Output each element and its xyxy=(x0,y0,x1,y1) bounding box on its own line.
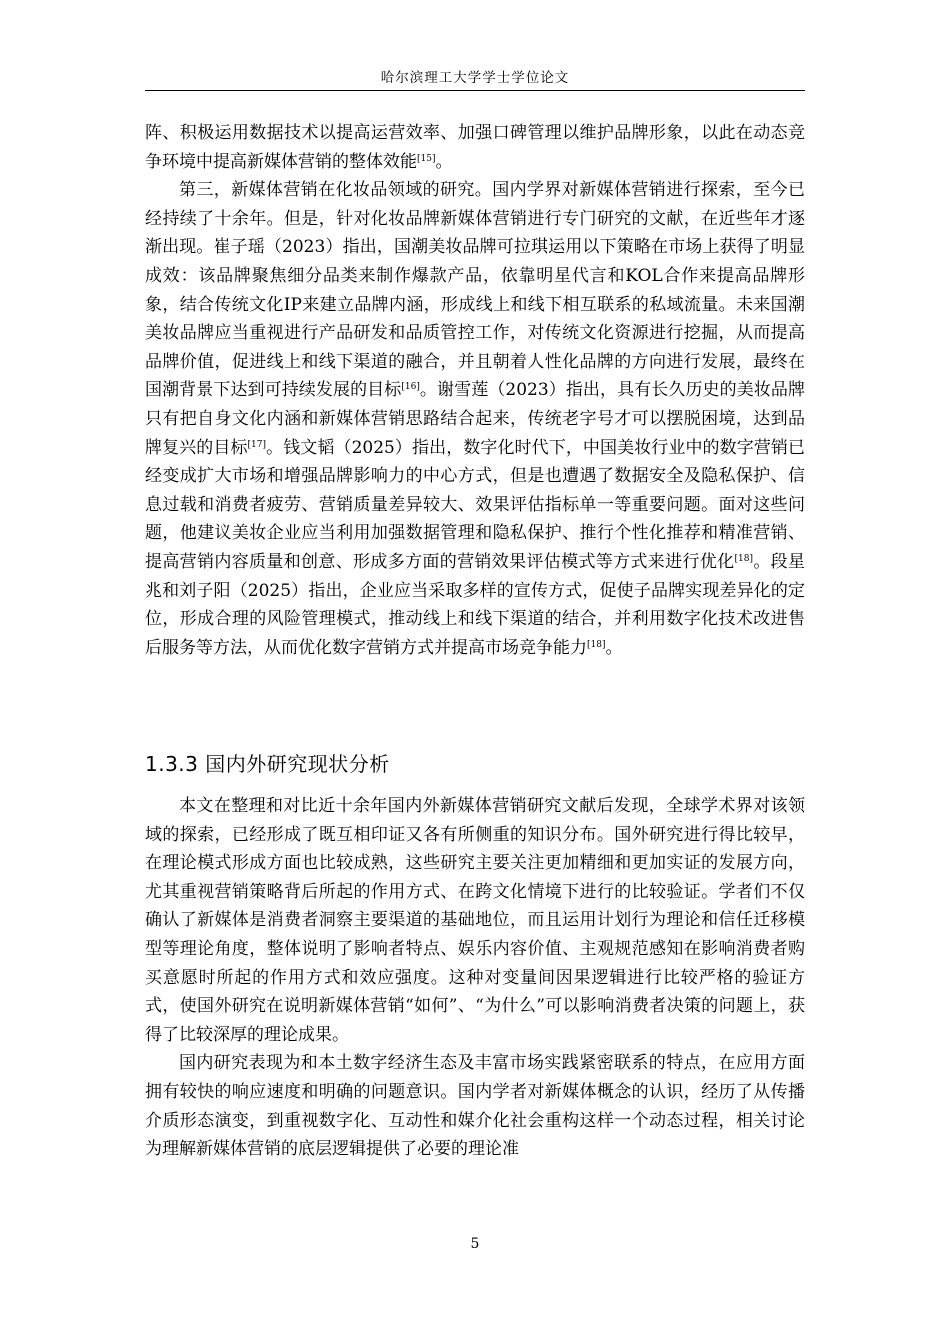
paragraph-segment: 。谢雪莲（2023）指出，具有长久历史的美妆品牌只有把自身文化内涵和新媒体营销思路结合起来，传统老字号才可以摆脱困境，达到品牌复兴的目标 xyxy=(145,380,806,458)
paragraph-domestic-research: 国内研究表现为和本土数字经济生态及丰富市场实践紧密联系的特点，在应用方面拥有较快的响应速度和明确的问题意识。国内学者对新媒体概念的认识，经历了从传播介质形态演变，到重视数字化、互动性和媒介化社会重构这样一个动态过程，相关讨论为理解新媒体营销的底层逻辑提供了必要的理论准 xyxy=(145,1053,805,1160)
paragraph-segment: 。 xyxy=(605,637,623,658)
paragraph-segment: 第三，新媒体营销在化妆品领域的研究。国内学界对新媒体营销进行探索，至今已经持续了十余年。但是，针对化妆品牌新媒体营销进行专门研究的文献，在近些年才逐渐出现。崔子瑶（2023）指出，国潮美妆品牌可拉琪运用以下策略在市场上获得了明显成效：该品牌聚焦细分品类来制作爆款产品，依靠明星代言和KOL合作来提高品牌形象，结合传统文化IP来建立品牌内涵，形成线上和线下相互联系的私域流量。未来国潮美妆品牌应当重视进行产品研发和品质管控工作，对传统文化资源进行挖掘，从而提高品牌价值，促进线上和线下渠道的融合，并且朝着人性化品牌的方向进行发展，最终在国潮背景下达到可持续发展的目标 xyxy=(145,180,805,401)
body-text-section xyxy=(145,792,805,1164)
header-rule xyxy=(145,90,805,91)
body-text-top xyxy=(145,119,805,662)
paragraph-segment: 。钱文韬（2025）指出，数字化时代下，中国美妆行业中的数字营销已经变成扩大市场和增强品牌影响力的中心方式，但是也遭遇了数据安全及隐私保护、信息过载和消费者疲劳、营销质量差异较大、效果评估指标单一等重要问题。面对这些问题，他建议美妆企业应当利用加强数据管理和隐私保护、推行个性化推荐和精准营销、提高营销内容质量和创意、形成多方面的营销效果评估模式等方式来进行优化 xyxy=(145,437,806,572)
citation-ref: [17] xyxy=(247,439,267,450)
paragraph-segment: 。段星兆和刘子阳（2025）指出，企业应当采取多样的宣传方式，促使子品牌实现差异化的定位，形成合理的风险管理模式，推动线上和线下渠道的结合，并利用数字化技术改进售后服务等方法，从而优化数字营销方式并提高市场竞争能力 xyxy=(145,551,805,658)
paragraph-foreign-domestic-analysis: 本文在整理和对比近十余年国内外新媒体营销研究文献后发现，全球学术界对该领域的探索，已经形成了既互相印证又各有所侧重的知识分布。国外研究进行得比较早，在理论模式形成方面也比较成熟，这些研究主要关注更加精细和更加实证的发展方向，尤其重视营销策略背后所起的作用方式、在跨文化情境下进行的比较验证。学者们不仅确认了新媒体是消费者洞察主要渠道的基础地位，而且运用计划行为理论和信任迁移模型等理论角度，整体说明了影响者特点、娱乐内容价值、主观规范感知在影响消费者购买意愿时所起的作用方式和效应强度。这种对变量间因果逻辑进行比较严格的验证方式，使国外研究在说明新媒体营销“如何”、“为什么”可以影响消费者决策的问题上，获得了比较深厚的理论成果。 xyxy=(145,796,805,1045)
citation-ref: [15] xyxy=(417,153,436,164)
citation-ref: [18] xyxy=(587,639,606,650)
citation-ref: [16] xyxy=(401,382,420,393)
paragraph-cosmetics-research xyxy=(145,176,805,662)
running-header-title: 哈尔滨理工大学学士学位论文 xyxy=(380,70,570,86)
page-number: 5 xyxy=(470,1236,480,1252)
paragraph-continuation xyxy=(145,119,805,176)
paragraph-text: 阵、积极运用数据技术以提高运营效率、加强口碑管理以维护品牌形象，以此在动态竞争环境中提高新媒体营销的整体效能 xyxy=(145,123,805,172)
section-heading: 1.3.3 国内外研究现状分析 xyxy=(145,752,390,776)
paragraph-tail: 。 xyxy=(435,151,453,172)
citation-ref: [18] xyxy=(734,553,753,564)
